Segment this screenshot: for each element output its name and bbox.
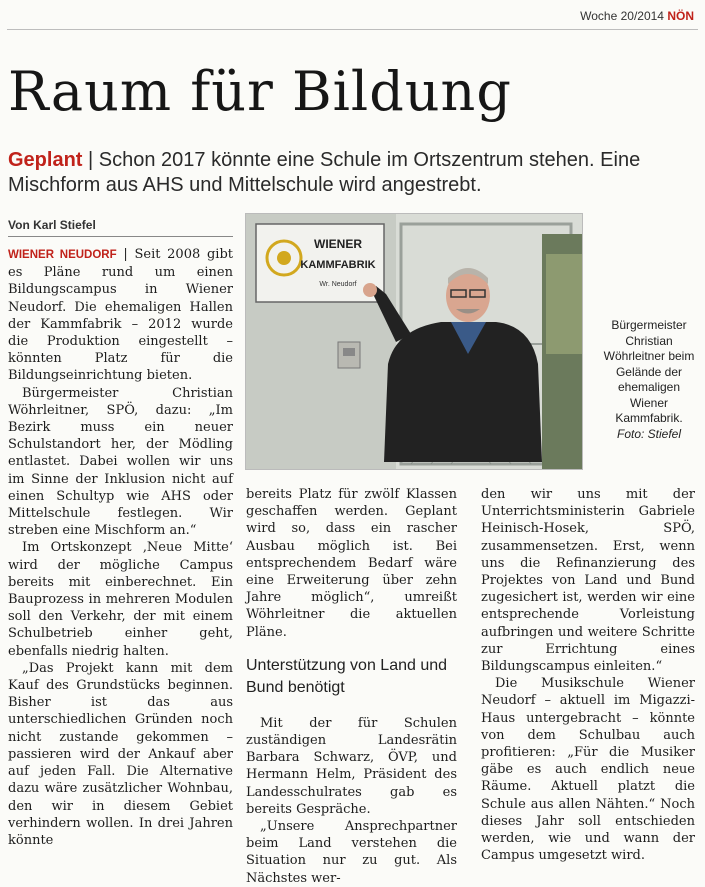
article-paragraph: den wir uns mit der Unterrichtsministerin Gabriele Heinisch-Hosek, SPÖ, zusammensetzen. Erst, wenn uns die Refinanzierung des Projektes von Land und Bund zugesichert ist, werden wir eine entsprechende Vorleistung aufbringen und weitere Schritte zur Errichtung eines Bildungscampus einleiten.“: [481, 487, 695, 675]
article-column-2: [246, 486, 457, 887]
article-paragraph: Bürgermeister Christian Wöhrleitner, SPÖ, dazu: „Im Bezirk muss ein neuer Schulstandort her, der Mödling entlastet. Dabei wollen wir uns im Sinne der Inklusion nicht auf einen Schultyp wie AHS oder Mittelschule festlegen. Wir streben eine Mischform an.“: [8, 385, 233, 539]
photo-illustration: [246, 214, 582, 469]
photo-caption: [598, 318, 700, 442]
article-paragraph: [8, 246, 233, 385]
top-rule: [7, 29, 698, 30]
edition-label: [580, 9, 694, 23]
subhead-separator: |: [82, 149, 99, 171]
article-column-1: [8, 246, 233, 849]
subheadline: [8, 148, 698, 198]
article-paragraph: Die Musikschule Wiener Neudorf – aktuell im Migazzi-Haus untergebracht – könnte von dem Schulbau auch profitieren: „Für die Musiker gäbe es auch endlich neue Räume. Aktuell platzt die Schule aus allen Nähten.“ Noch dieses Jahr soll entschieden werden, wie und wann der Campus umgesetzt wird.: [481, 676, 695, 864]
byline: Von Karl Stiefel: [8, 218, 96, 232]
article-paragraph: „Unsere Ansprechpartner beim Land verstehen die Situation nur zu gut. Als Nächstes wer-: [246, 819, 457, 886]
article-paragraph: Im Ortskonzept ‚Neue Mitte‘ wird der mögliche Campus bereits mit einberechnet. Ein Bauprozess in mehreren Modulen soll den Verkehr, der mit einem Schulbetrieb einher geht, ebenfalls niedrig halten.: [8, 540, 233, 659]
paragraph-text: Seit 2008 gibt es Pläne rund um einen Bildungscampus in Wiener Neudorf. Die ehemaligen Hallen der Kammfabrik – 2012 wurde die Produktion eingestellt – könnten Platz für die Bildungseinrichtung bieten.: [8, 247, 233, 384]
subhead-text: Schon 2017 könnte eine Schule im Ortszentrum stehen. Eine Mischform aus AHS und Mittelschule wird angestrebt.: [8, 149, 641, 196]
sign-line-3: Wr. Neudorf: [319, 281, 357, 288]
dateline-separator: |: [116, 247, 135, 262]
article-subheading: Unterstützung von Land und Bund benötigt: [246, 656, 448, 696]
headline: Raum für Bildung: [8, 60, 512, 123]
sign-line-1: WIENER: [314, 237, 362, 251]
subhead-kicker: Geplant: [8, 149, 83, 171]
article-paragraph: „Das Projekt kann mit dem Kauf des Grundstücks beginnen. Bisher ist das aus unterschiedlichen Gründen noch nicht zustande gekommen – passieren wird der Ankauf aber auf jeden Fall. Die Alternative dazu wäre zusätzlicher Wohnbau, den wir in diesem Gebiet verhindern wollen. In drei Jahren könnte: [8, 660, 233, 848]
dateline: WIENER NEUDORF: [8, 249, 117, 261]
article-paragraph: bereits Platz für zwölf Klassen geschaffen werden. Geplant wird so, dass ein rascher Ausbau möglich ist. Bei entsprechendem Bedarf wäre eine Erweiterung über zehn Jahre möglich“, umreißt Wöhrleitner die aktuellen Pläne.: [246, 487, 457, 640]
sign-line-2: KAMMFABRIK: [300, 259, 376, 271]
article-paragraph: Mit der für Schulen zuständigen Landesrätin Barbara Schwarz, ÖVP, und Hermann Helm, Präsident des Landesschulrates gab es bereits Gespräche.: [246, 715, 457, 817]
byline-rule: [8, 236, 233, 237]
article-photo: [245, 213, 583, 470]
caption-text: Bürgermeister Christian Wöhrleitner beim Gelände der ehemaligen Wiener Kammfabrik.: [603, 318, 695, 425]
photo-credit: Foto: Stiefel: [616, 426, 682, 441]
article-column-3: [481, 486, 695, 864]
edition-week: Woche 20/2014: [580, 9, 664, 23]
brand-logo: NÖN: [667, 9, 694, 23]
